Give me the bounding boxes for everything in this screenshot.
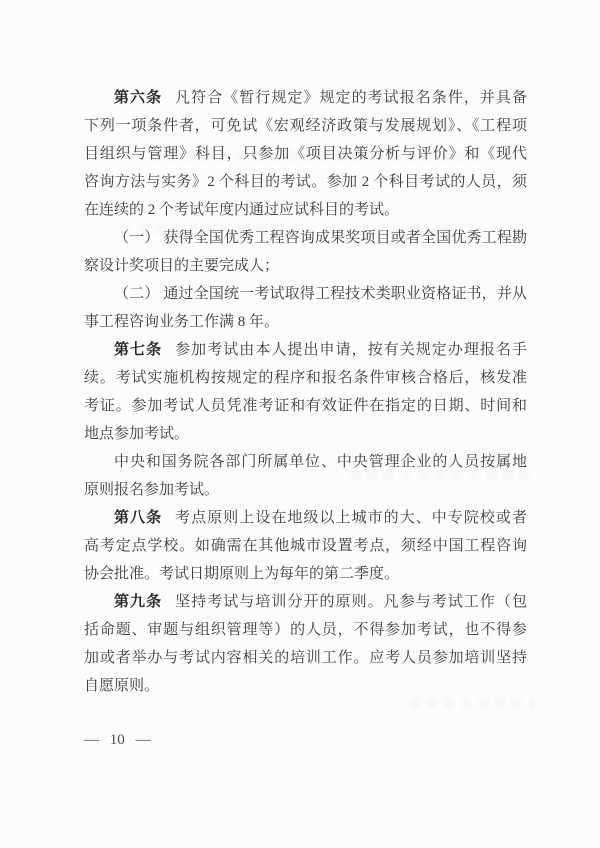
text-line: 加或者举办与考试内容相关的培训工作。应考人员参加培训坚持 [84, 650, 527, 666]
text-line: 括命题、审题与组织管理等）的人员，不得参加考试，也不得参 [84, 622, 527, 638]
article-number: 第六条 [114, 90, 163, 106]
text-line: 协会批准。考试日期原则上为每年的第二季度。 [84, 566, 400, 582]
article-number: 第七条 [114, 342, 163, 358]
page-number: — 10 — [84, 732, 151, 748]
text-line: 中央和国务院各部门所属单位、中央管理企业的人员按属地 [114, 454, 527, 470]
text-line: 在连续的 2 个考试年度内通过应试科目的考试。 [84, 202, 400, 218]
text-line: 高考定点学校。如确需在其他城市设置考点，须经中国工程咨询 [84, 538, 527, 554]
text-line: 自愿原则。 [84, 678, 160, 694]
text-line: （一） 获得全国优秀工程咨询成果奖项目或者全国优秀工程勘 [114, 230, 527, 246]
text-line: 察设计奖项目的主要完成人； [84, 258, 280, 274]
text-line: 事工程咨询业务工作满 8 年。 [84, 314, 280, 330]
text-line: 第九条 坚持考试与培训分开的原则。凡参与考试工作（包 [114, 594, 527, 610]
text-line: 续。考试实施机构按规定的程序和报名条件审核合格后，核发准 [84, 370, 527, 386]
text-line: 考证。参加考试人员凭准考证和有效证件在指定的日期、时间和 [84, 398, 527, 414]
text-line: 咨询方法与实务》2 个科目的考试。参加 2 个科目考试的人员，须 [84, 174, 527, 190]
text-line: （二） 通过全国统一考试取得工程技术类职业资格证书，并从 [114, 286, 527, 302]
text-block [84, 84, 527, 700]
text-line: 下列一项条件者，可免试《宏观经济政策与发展规划》、《工程项 [84, 118, 527, 134]
text-line: 第八条 考点原则上设在地级以上城市的大、中专院校或者 [114, 510, 527, 526]
article-number: 第八条 [114, 510, 163, 526]
text-line: 第七条 参加考试由本人提出申请，按有关规定办理报名手 [114, 342, 527, 358]
text-line: 地点参加考试。 [84, 426, 190, 442]
text-line: 第六条 凡符合《暂行规定》规定的考试报名条件，并具备 [114, 90, 527, 106]
text-line: 目组织与管理》科目，只参加《项目决策分析与评价》和《现代 [84, 146, 527, 162]
article-number: 第九条 [114, 594, 163, 610]
text-line: 原则报名参加考试。 [84, 482, 220, 498]
